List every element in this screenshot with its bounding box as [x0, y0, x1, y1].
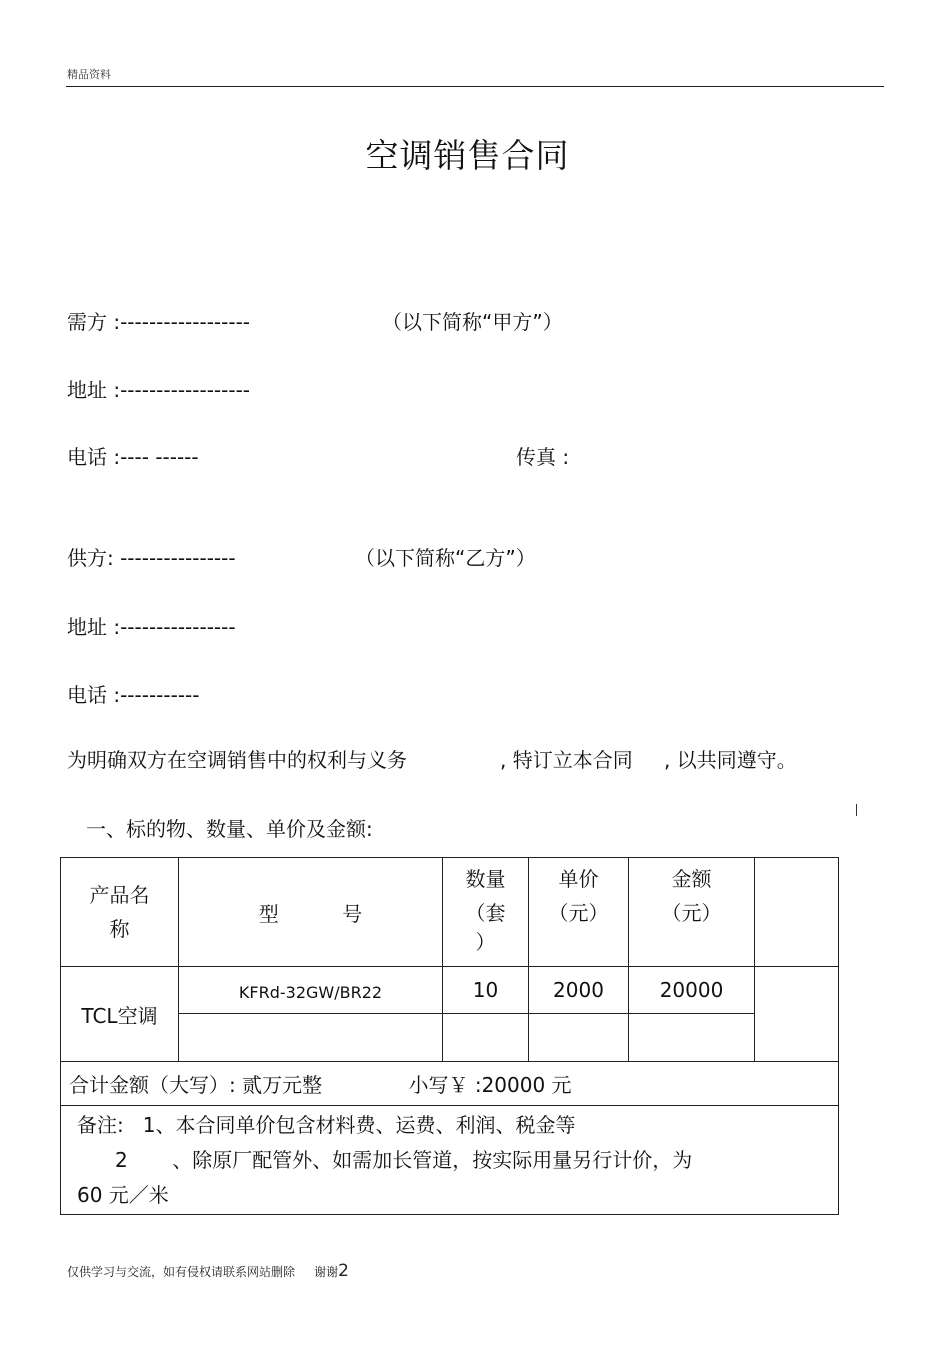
table-row: [61, 967, 839, 1014]
header-price-line2: （元）: [548, 901, 609, 925]
footer-text: 仅供学习与交流，如有侵权请联系网站删除 谢谢: [67, 1265, 339, 1279]
header-divider: [66, 86, 884, 87]
header-blank: [755, 858, 839, 967]
cell-qty-empty: [443, 1014, 529, 1062]
notes-line3: 60 元／米: [77, 1183, 169, 1207]
margin-mark: [856, 804, 857, 816]
seller-address-line: 地址 :----------------: [67, 615, 236, 639]
header-model-label: 型 号: [258, 901, 363, 926]
total-uppercase: 合计金额（大写）: 贰万元整: [69, 1073, 323, 1097]
intro-part1: 为明确双方在空调销售中的权利与义务: [67, 748, 407, 772]
notes-line2: 2 、除原厂配管外、如需加长管道，按实际用量另行计价，为: [115, 1148, 693, 1172]
cell-price-empty: [529, 1014, 629, 1062]
header-model: [179, 858, 443, 967]
notes-line1: 备注: 1、本合同单价包含材料费、运费、利润、税金等: [77, 1113, 576, 1137]
seller-alias: （以下简称“乙方”）: [355, 546, 536, 570]
intro-part2: , 特订立本合同: [500, 748, 633, 772]
seller-phone-line: 电话 :-----------: [67, 683, 200, 707]
cell-model-empty: [179, 1014, 443, 1062]
cell-amount: 20000: [629, 967, 755, 1014]
header-product: [61, 858, 179, 967]
cell-product: TCL空调: [61, 967, 179, 1062]
buyer-name-line: 需方 :------------------: [67, 310, 250, 334]
total-row: [61, 1062, 839, 1106]
table-header-row: [61, 858, 839, 967]
cell-qty: 10: [443, 967, 529, 1014]
header-qty-line2: （套: [465, 901, 506, 925]
seller-name-line: 供方: ----------------: [67, 546, 236, 570]
header-qty-line1: 数量: [465, 867, 506, 891]
cell-amount-empty: [629, 1014, 755, 1062]
footer: [67, 1261, 349, 1281]
cell-model: KFRd-32GW/BR22: [179, 967, 443, 1014]
header-amount-line2: （元）: [661, 901, 722, 925]
header-price-line1: 单价: [558, 867, 599, 891]
page-number: 2: [338, 1261, 349, 1281]
header-price: [529, 858, 629, 967]
header-product-line1: 产品名: [89, 883, 150, 907]
header-label: 精品资料: [67, 68, 111, 81]
notes-row: [61, 1106, 839, 1215]
cell-blank: [755, 967, 839, 1062]
header-qty-line3: ）: [475, 930, 496, 954]
document-title: 空调销售合同: [365, 136, 570, 175]
buyer-address-line: 地址 :------------------: [67, 378, 250, 402]
header-product-line2: 称: [109, 917, 130, 941]
cell-price: 2000: [529, 967, 629, 1014]
notes-cell: [61, 1106, 839, 1215]
buyer-phone-line: 电话 :---- ------: [67, 445, 199, 469]
header-amount-line1: 金额: [671, 867, 712, 891]
total-lowercase: 小写￥ :20000 元: [408, 1073, 572, 1097]
intro-part3: , 以共同遵守。: [664, 748, 797, 772]
buyer-alias: （以下简称“甲方”）: [382, 310, 563, 334]
header-qty: [443, 858, 529, 967]
goods-table: [60, 857, 839, 1215]
section1-heading: 一、标的物、数量、单价及金额:: [86, 817, 373, 841]
total-cell: [61, 1062, 839, 1106]
buyer-fax-line: 传真 :: [516, 445, 570, 469]
header-amount: [629, 858, 755, 967]
